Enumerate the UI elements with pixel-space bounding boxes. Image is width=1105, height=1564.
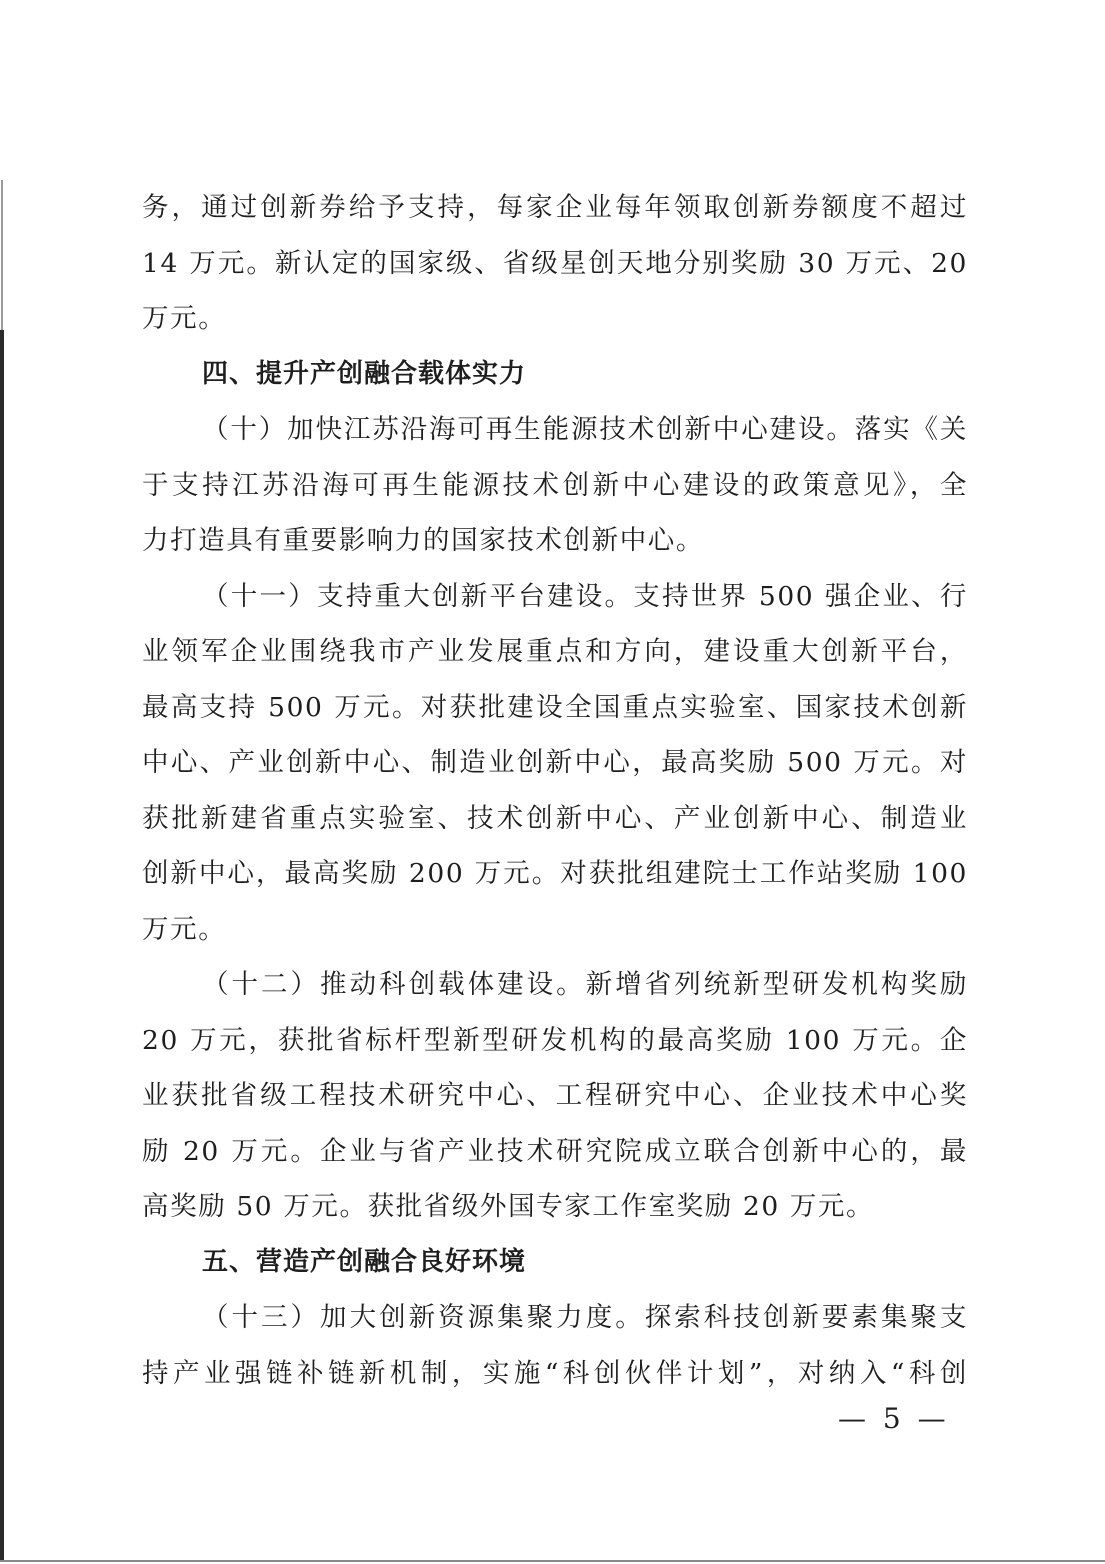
text-line: 万元。 <box>142 303 227 334</box>
text-line: 高奖励 50 万元。获批省级外国专家工作室奖励 20 万元。 <box>142 1191 875 1222</box>
paragraph-continuation <box>142 180 968 347</box>
text-line: （十三）加大创新资源集聚力度。探索科技创新要素集聚支 <box>202 1302 968 1333</box>
section-heading-5: 五、营造产创融合良好环境 <box>202 1246 527 1277</box>
paragraph-item-10 <box>142 402 968 569</box>
text-line: （十一）支持重大创新平台建设。支持世界 500 强企业、行 <box>202 580 968 612</box>
text-line: 中心、产业创新中心、制造业创新中心，最高奖励 500 万元。对 <box>142 747 968 778</box>
paragraph-item-11 <box>142 569 968 958</box>
scan-edge-bottom <box>0 1560 1105 1562</box>
text-line: 万元。 <box>142 913 227 945</box>
text-line: 励 20 万元。企业与省产业技术研究院成立联合创新中心的，最 <box>142 1135 968 1167</box>
text-line: 最高支持 500 万元。对获批建设全国重点实验室、国家技术创新 <box>142 691 968 723</box>
page-body <box>142 180 968 1401</box>
text-line: 创新中心，最高奖励 200 万元。对获批组建院士工作站奖励 100 <box>142 858 968 889</box>
text-line: 14 万元。新认定的国家级、省级星创天地分别奖励 30 万元、20 <box>142 247 968 279</box>
text-line: （十）加快江苏沿海可再生能源技术创新中心建设。落实《关 <box>202 414 968 445</box>
section-heading-4: 四、提升产创融合载体实力 <box>202 358 527 389</box>
text-line: 业领军企业围绕我市产业发展重点和方向，建设重大创新平台， <box>142 636 968 667</box>
paragraph-item-12 <box>142 957 968 1235</box>
text-line: 业获批省级工程技术研究中心、工程研究中心、企业技术中心奖 <box>142 1080 968 1111</box>
text-line: 持产业强链补链新机制，实施“科创伙伴计划”，对纳入“科创 <box>142 1357 968 1389</box>
text-line: 力打造具有重要影响力的国家技术创新中心。 <box>142 525 704 556</box>
text-line: （十二）推动科创载体建设。新增省列统新型研发机构奖励 <box>202 969 968 1000</box>
scan-edge-left-faint <box>1 180 3 330</box>
text-line: 于支持江苏沿海可再生能源技术创新中心建设的政策意见》，全 <box>142 469 968 501</box>
text-line: 获批新建省重点实验室、技术创新中心、产业创新中心、制造业 <box>142 802 968 834</box>
scan-edge-left <box>0 330 4 1560</box>
text-line: 务，通过创新券给予支持，每家企业每年领取创新券额度不超过 <box>142 192 968 223</box>
page-number: — 5 — <box>838 1402 950 1435</box>
paragraph-item-13 <box>142 1290 968 1401</box>
text-line: 20 万元，获批省标杆型新型研发机构的最高奖励 100 万元。企 <box>142 1024 968 1056</box>
